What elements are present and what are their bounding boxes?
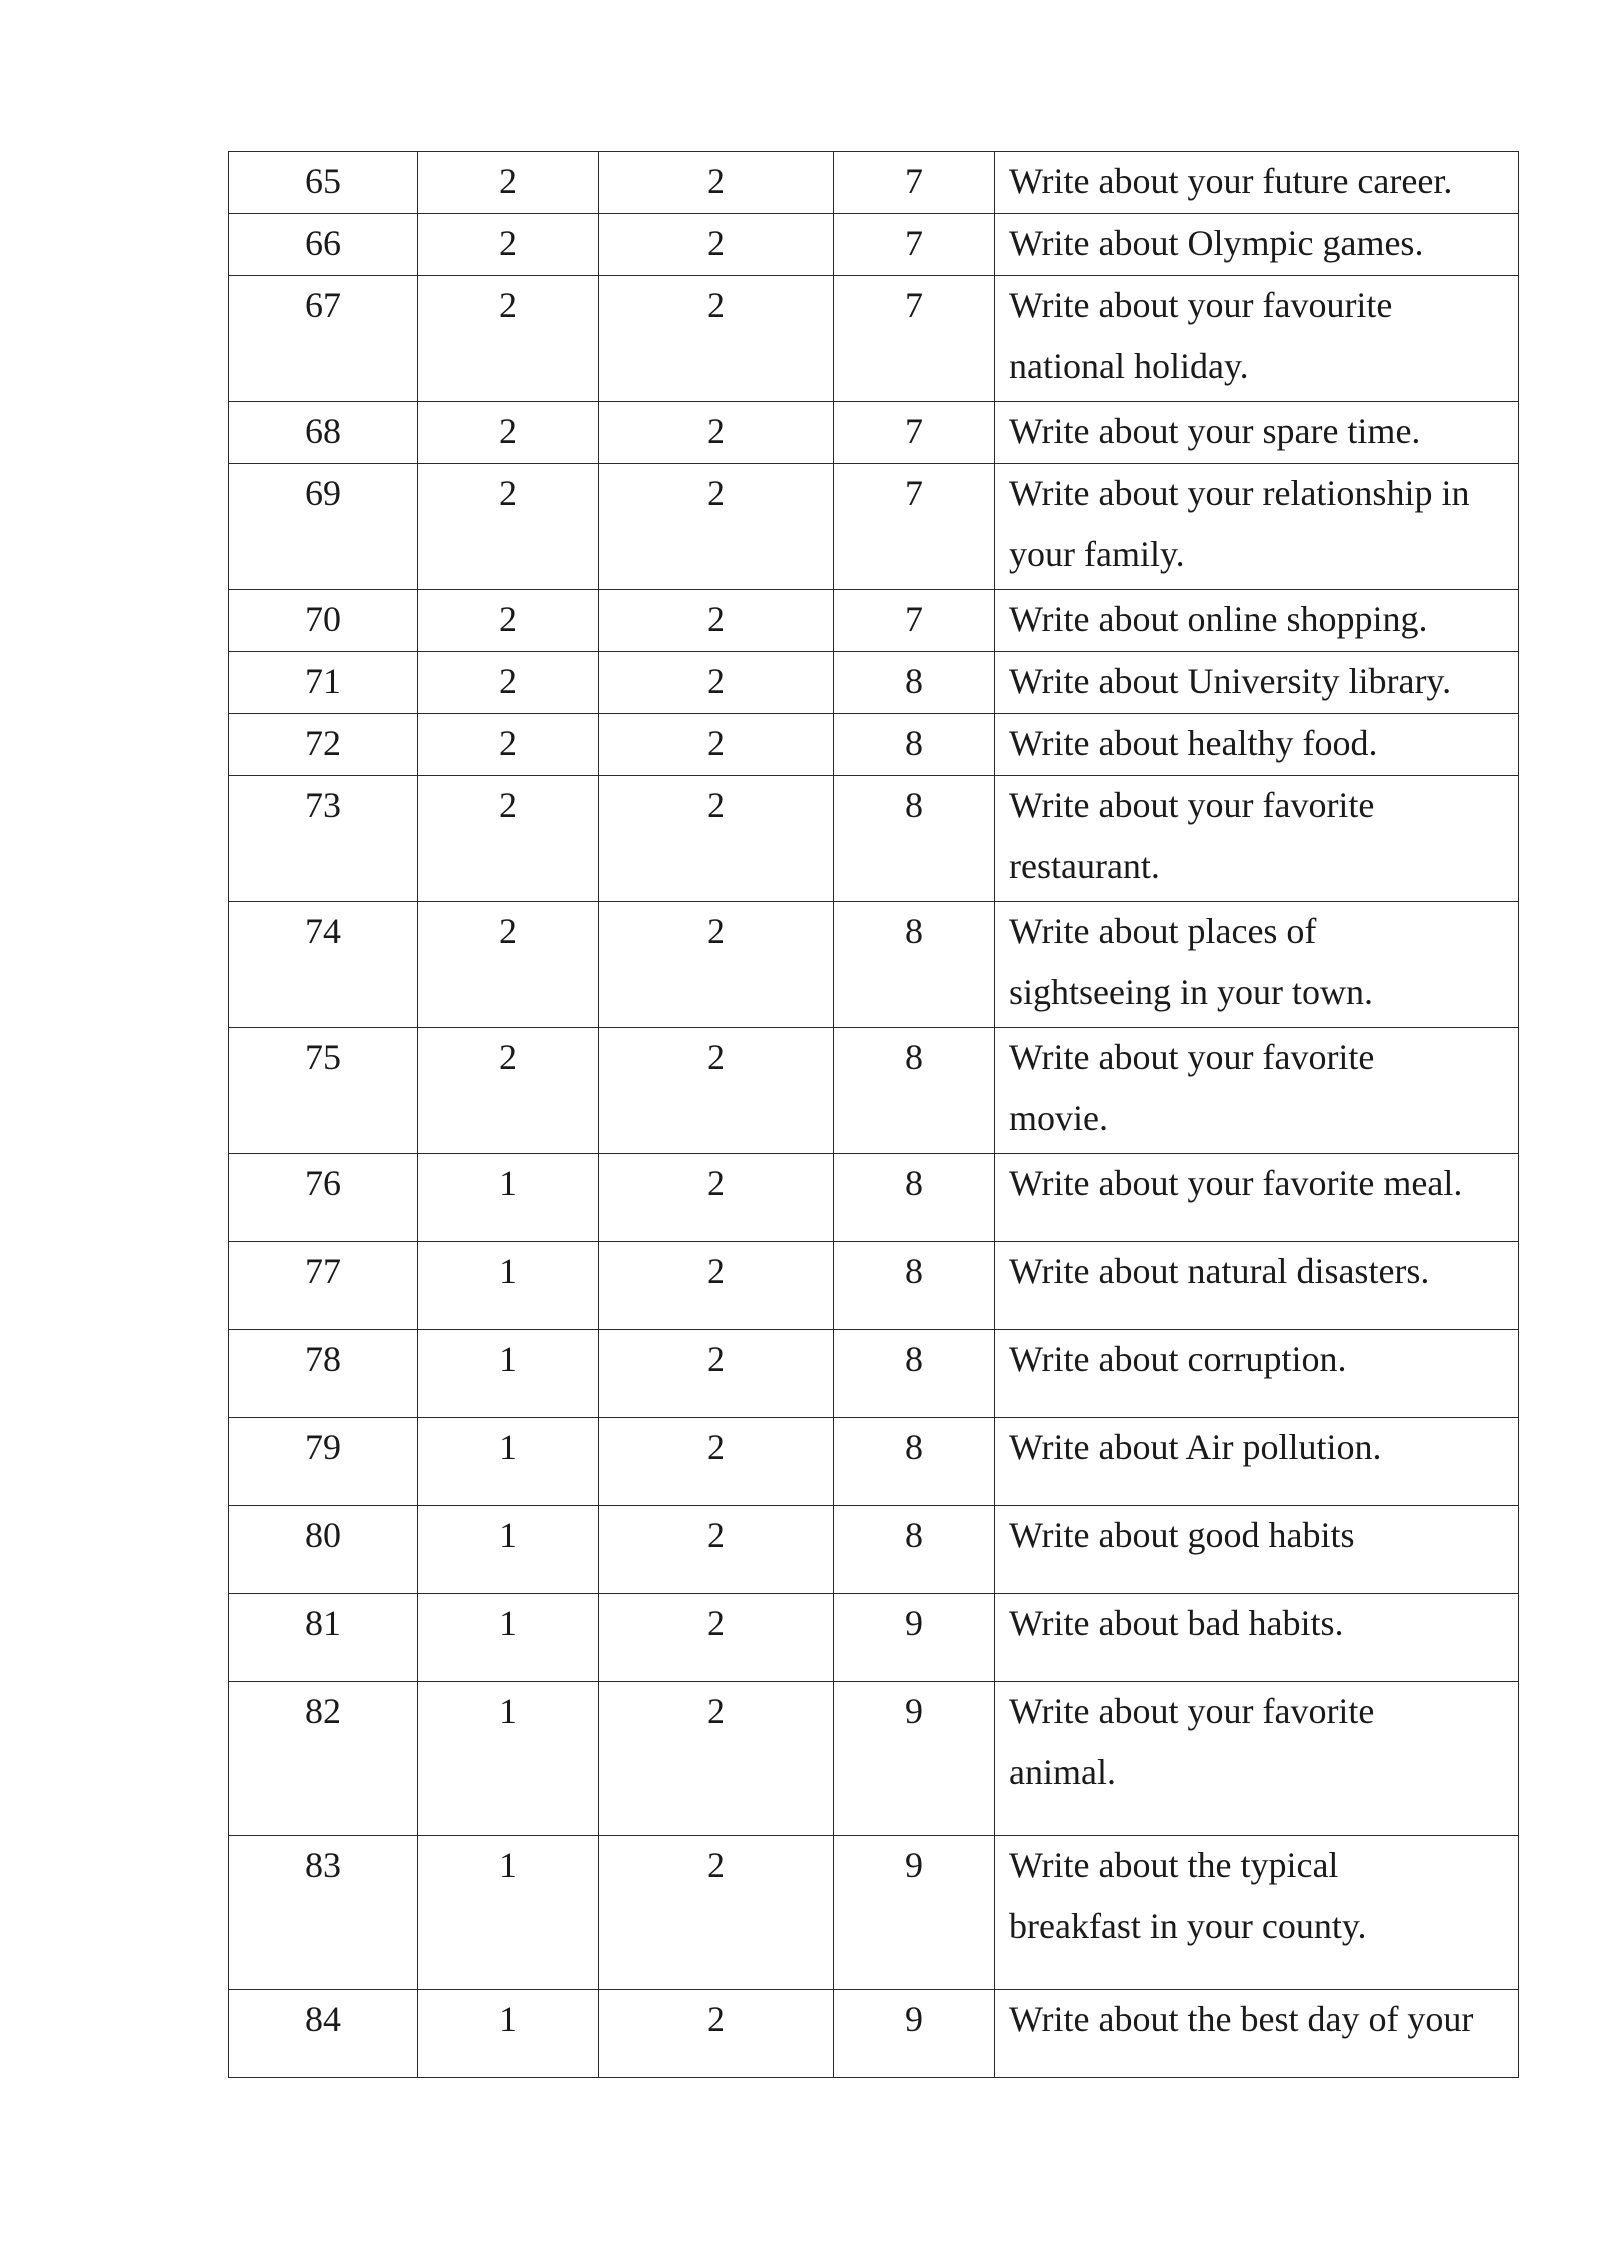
column-3-value: 2: [707, 599, 725, 639]
column-3-value: 2: [707, 161, 725, 201]
table-row: [229, 214, 1519, 276]
column-3-value: 2: [707, 223, 725, 263]
column-2-value: 1: [499, 1339, 517, 1379]
column-2-value: 1: [499, 1427, 517, 1467]
column-2-value: 2: [499, 1037, 517, 1077]
table-row: [229, 1028, 1519, 1154]
topic-text-line-2: your family.: [1009, 534, 1185, 574]
column-4-value: 8: [905, 1515, 923, 1555]
table-row: [229, 652, 1519, 714]
column-2-value: 2: [499, 223, 517, 263]
column-3-value: 2: [707, 285, 725, 325]
topic-text-line-1: Write about your favourite: [1009, 285, 1393, 325]
row-number: 84: [305, 1999, 341, 2039]
table-row: [229, 1506, 1519, 1594]
column-4-value: 9: [905, 1999, 923, 2039]
column-2-value: 1: [499, 1163, 517, 1203]
table-row: [229, 1594, 1519, 1682]
column-3-value: 2: [707, 1427, 725, 1467]
column-3-value: 2: [707, 1845, 725, 1885]
column-2-value: 2: [499, 285, 517, 325]
topic-text: Write about healthy food.: [1009, 723, 1378, 763]
topic-text-line-2: movie.: [1009, 1098, 1108, 1138]
column-2-value: 2: [499, 473, 517, 513]
row-number: 66: [305, 223, 341, 263]
column-3-value: 2: [707, 1251, 725, 1291]
topic-text: Write about your favorite meal.: [1009, 1163, 1463, 1203]
column-2-value: 2: [499, 161, 517, 201]
column-4-value: 7: [905, 223, 923, 263]
column-4-value: 8: [905, 723, 923, 763]
column-2-value: 1: [499, 1691, 517, 1731]
column-3-value: 2: [707, 411, 725, 451]
column-4-value: 7: [905, 473, 923, 513]
topic-text: Write about your future career.: [1009, 161, 1453, 201]
row-number: 82: [305, 1691, 341, 1731]
column-2-value: 2: [499, 785, 517, 825]
topic-text: Write about corruption.: [1009, 1339, 1347, 1379]
topic-text-line-2: breakfast in your county.: [1009, 1906, 1367, 1946]
table-row: [229, 1154, 1519, 1242]
row-number: 67: [305, 285, 341, 325]
row-number: 72: [305, 723, 341, 763]
column-3-value: 2: [707, 911, 725, 951]
column-3-value: 2: [707, 1515, 725, 1555]
topic-text-line-1: Write about your favorite: [1009, 1037, 1375, 1077]
topic-text-line-1: Write about places of: [1009, 911, 1317, 951]
topic-text: Write about bad habits.: [1009, 1603, 1344, 1643]
column-3-value: 2: [707, 1339, 725, 1379]
topic-text-line-2: national holiday.: [1009, 346, 1249, 386]
column-3-value: 2: [707, 473, 725, 513]
column-3-value: 2: [707, 1163, 725, 1203]
column-2-value: 2: [499, 411, 517, 451]
column-3-value: 2: [707, 723, 725, 763]
column-4-value: 7: [905, 599, 923, 639]
column-2-value: 1: [499, 1251, 517, 1291]
table-row: [229, 1418, 1519, 1506]
row-number: 81: [305, 1603, 341, 1643]
column-4-value: 7: [905, 411, 923, 451]
column-3-value: 2: [707, 1691, 725, 1731]
row-number: 76: [305, 1163, 341, 1203]
table-row: [229, 1682, 1519, 1836]
column-3-value: 2: [707, 1999, 725, 2039]
topic-text: Write about Air pollution.: [1009, 1427, 1382, 1467]
row-number: 69: [305, 473, 341, 513]
row-number: 79: [305, 1427, 341, 1467]
column-2-value: 1: [499, 1845, 517, 1885]
column-3-value: 2: [707, 1603, 725, 1643]
column-2-value: 1: [499, 1515, 517, 1555]
topic-text-line-2: sightseeing in your town.: [1009, 972, 1373, 1012]
column-4-value: 7: [905, 285, 923, 325]
column-2-value: 2: [499, 661, 517, 701]
column-4-value: 7: [905, 161, 923, 201]
table-row: [229, 902, 1519, 1028]
table-row: [229, 776, 1519, 902]
topic-text-line-1: Write about your favorite: [1009, 785, 1375, 825]
column-4-value: 8: [905, 1163, 923, 1203]
column-4-value: 8: [905, 1339, 923, 1379]
row-number: 74: [305, 911, 341, 951]
column-2-value: 1: [499, 1999, 517, 2039]
column-3-value: 2: [707, 785, 725, 825]
table-row: [229, 464, 1519, 590]
row-number: 80: [305, 1515, 341, 1555]
topics-table: [228, 151, 1519, 2078]
row-number: 78: [305, 1339, 341, 1379]
column-4-value: 8: [905, 1037, 923, 1077]
column-3-value: 2: [707, 661, 725, 701]
column-4-value: 8: [905, 661, 923, 701]
row-number: 68: [305, 411, 341, 451]
column-2-value: 2: [499, 599, 517, 639]
column-4-value: 8: [905, 1251, 923, 1291]
column-2-value: 1: [499, 1603, 517, 1643]
topic-text: Write about good habits: [1009, 1515, 1355, 1555]
topic-text: Write about natural disasters.: [1009, 1251, 1430, 1291]
table-row: [229, 1242, 1519, 1330]
row-number: 70: [305, 599, 341, 639]
topic-text: Write about University library.: [1009, 661, 1452, 701]
table-row: [229, 1990, 1519, 2078]
table-row: [229, 152, 1519, 214]
topic-text-line-1: Write about your relationship in: [1009, 473, 1470, 513]
column-4-value: 8: [905, 1427, 923, 1467]
column-4-value: 9: [905, 1691, 923, 1731]
column-4-value: 9: [905, 1845, 923, 1885]
row-number: 73: [305, 785, 341, 825]
column-3-value: 2: [707, 1037, 725, 1077]
topic-text-line-1: Write about your favorite: [1009, 1691, 1375, 1731]
table-row: [229, 1836, 1519, 1990]
column-4-value: 8: [905, 785, 923, 825]
column-2-value: 2: [499, 723, 517, 763]
topic-text: Write about Olympic games.: [1009, 223, 1424, 263]
topic-text-line-2: restaurant.: [1009, 846, 1160, 886]
topic-text: Write about the best day of your: [1009, 1999, 1474, 2039]
row-number: 71: [305, 661, 341, 701]
row-number: 83: [305, 1845, 341, 1885]
table-row: [229, 1330, 1519, 1418]
table-row: [229, 276, 1519, 402]
row-number: 65: [305, 161, 341, 201]
table-row: [229, 714, 1519, 776]
column-4-value: 8: [905, 911, 923, 951]
table-row: [229, 402, 1519, 464]
column-4-value: 9: [905, 1603, 923, 1643]
table-row: [229, 590, 1519, 652]
row-number: 77: [305, 1251, 341, 1291]
topic-text: Write about your spare time.: [1009, 411, 1421, 451]
column-2-value: 2: [499, 911, 517, 951]
topic-text-line-1: Write about the typical: [1009, 1845, 1339, 1885]
topic-text: Write about online shopping.: [1009, 599, 1428, 639]
row-number: 75: [305, 1037, 341, 1077]
topic-text-line-2: animal.: [1009, 1752, 1116, 1792]
